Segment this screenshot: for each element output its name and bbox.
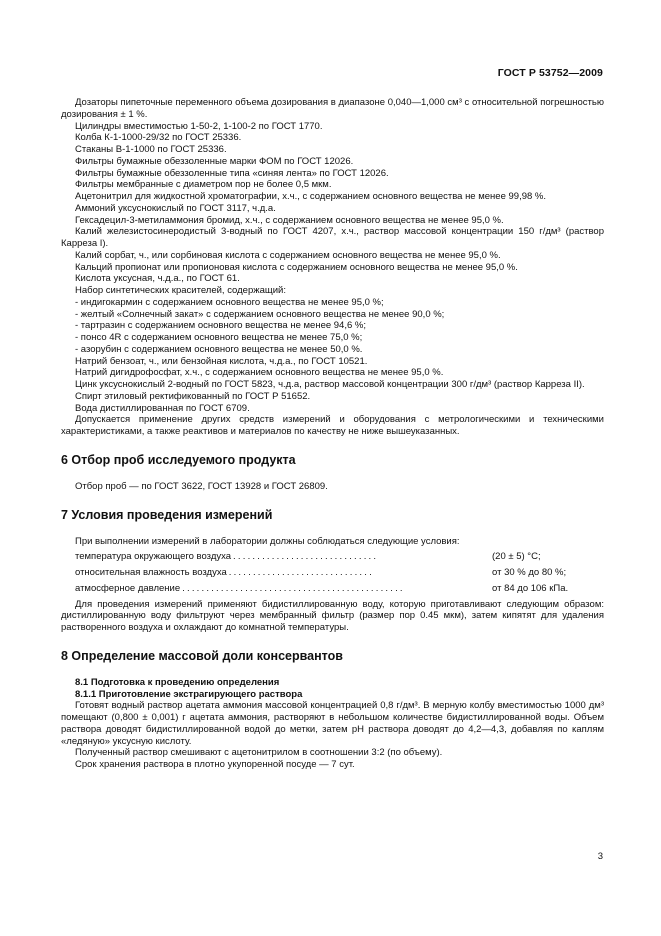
condition-value: от 30 % до 80 %; (492, 567, 567, 578)
condition-row (61, 551, 604, 563)
paragraph: Полученный раствор смешивают с ацетонитрилом в соотношении 3:2 (по объему). (75, 747, 443, 759)
leader-dots: .............................. (233, 551, 379, 563)
paragraph: Калий сорбат, ч., или сорбиновая кислота с содержанием основного вещества не менее 95,0 %. (75, 249, 501, 261)
section-heading: 8 Определение массовой доли консервантов (61, 648, 343, 663)
leader-dots: .............................. (228, 567, 374, 578)
list-item: - желтый «Солнечный закат» с содержанием основного вещества не менее 90,0 %; (75, 308, 445, 320)
paragraph: Кислота уксусная, ч.д.а., по ГОСТ 61. (75, 273, 240, 285)
subsection-heading: 8.1 Подготовка к проведению определения (75, 676, 280, 688)
paragraph: Калий железистосинеродистый 3-водный по ГОСТ 4207, х.ч., раствор массовой концентрации 150 г/дм³ (раствор Карреза I). (61, 226, 604, 249)
list-item: - тартразин с содержанием основного вещества не менее 94,6 %; (75, 320, 366, 332)
document-header: ГОСТ Р 53752—2009 (497, 67, 603, 79)
condition-label: температура окружающего воздуха (75, 551, 232, 563)
document-body (61, 97, 604, 771)
leader-dots: .............................................. (182, 582, 405, 594)
section-heading: 7 Условия проведения измерений (61, 507, 273, 522)
paragraph: Аммоний уксуснокислый по ГОСТ 3117, ч.д.а. (75, 202, 276, 214)
paragraph: Готовят водный раствор ацетата аммония массовой концентрацией 0,8 г/дм³. В мерную колбу вместимостью 1000 дм³ помещают (0,800 ± 0,001) г ацетата аммония, растворяют в небольшом количестве бидистиллированной воды. Объем раствора доводят бидистиллированной водой до метки, затем рН раствора доводят до 4,2—4,3, добавляя по каплям «ледяную» уксусную кислоту. (61, 700, 604, 747)
condition-value: (20 ± 5) °С; (492, 551, 541, 563)
paragraph: Фильтры мембранные с диаметром пор не более 0,5 мкм. (75, 179, 332, 191)
section-heading: 6 Отбор проб исследуемого продукта (61, 452, 296, 467)
paragraph: Натрий дигидрофосфат, х.ч., с содержанием основного вещества не менее 95,0 %. (75, 367, 444, 379)
condition-label: относительная влажность воздуха (75, 567, 227, 578)
paragraph: Стаканы В-1-1000 по ГОСТ 25336. (75, 144, 227, 155)
condition-value: от 84 до 106 кПа. (492, 582, 569, 594)
condition-row (61, 567, 604, 579)
condition-label: атмосферное давление (75, 582, 181, 594)
paragraph: Колба К-1-1000-29/32 по ГОСТ 25336. (75, 132, 242, 144)
list-item: - азорубин с содержанием основного вещества не менее 50,0 %. (75, 343, 363, 355)
list-item: - понсо 4R с содержанием основного вещества не менее 75,0 %; (75, 332, 363, 343)
paragraph: Натрий бензоат, ч., или бензойная кислота, ч.д.а., по ГОСТ 10521. (75, 355, 368, 367)
subsection-heading: 8.1.1 Приготовление экстрагирующего раствора (75, 688, 303, 700)
paragraph: Срок хранения раствора в плотно укупоренной посуде — 7 сут. (75, 759, 355, 770)
paragraph: Цинк уксуснокислый 2-водный по ГОСТ 5823, ч.д.а, раствор массовой концентрации 300 г/дм³ (раствор Карреза II). (75, 379, 585, 390)
paragraph: Отбор проб — по ГОСТ 3622, ГОСТ 13928 и ГОСТ 26809. (75, 480, 328, 492)
paragraph: Цилиндры вместимостью 1-50-2, 1-100-2 по ГОСТ 1770. (75, 120, 323, 132)
list-item: - индигокармин с содержанием основного вещества не менее 95,0 %; (75, 296, 384, 308)
paragraph: Кальций пропионат или пропионовая кислота с содержанием основного вещества не менее 95,0 %. (75, 261, 518, 273)
paragraph: Гексадецил-3-метиламмония бромид, х.ч., с содержанием основного вещества не менее 95,0 %. (75, 214, 504, 226)
paragraph: Фильтры бумажные обеззоленные марки ФОМ по ГОСТ 12026. (75, 155, 354, 167)
page-number: 3 (597, 851, 603, 862)
paragraph: Фильтры бумажные обеззоленные типа «синяя лента» по ГОСТ 12026. (75, 167, 389, 179)
paragraph: Вода дистиллированная по ГОСТ 6709. (75, 402, 250, 414)
paragraph: Для проведения измерений применяют бидистиллированную воду, которую приготавливают следующим образом: дистиллированную воду фильтруют через мембранный фильтр (размер пор 0.45 мкм), затем кипятят для удаления растворенного воздуха и охлаждают до комнатной температуры. (61, 598, 604, 633)
paragraph: Допускается применение других средств измерений и оборудования с метрологическими и техническими характеристиками, а также реактивов и материалов по качеству не ниже вышеуказанных. (61, 414, 604, 437)
paragraph: При выполнении измерений в лаборатории должны соблюдаться следующие условия: (75, 535, 460, 547)
paragraph: Ацетонитрил для жидкостной хроматографии, х.ч., с содержанием основного вещества не менее 99,98 %. (75, 191, 547, 202)
condition-row (61, 583, 604, 595)
paragraph: Спирт этиловый ректификованный по ГОСТ Р 51652. (75, 390, 311, 402)
paragraph: Набор синтетических красителей, содержащий: (75, 285, 286, 296)
paragraph: Дозаторы пипеточные переменного объема дозирования в диапазоне 0,040—1,000 см³ с относительной погрешностью дозирования ± 1 %. (61, 97, 604, 120)
